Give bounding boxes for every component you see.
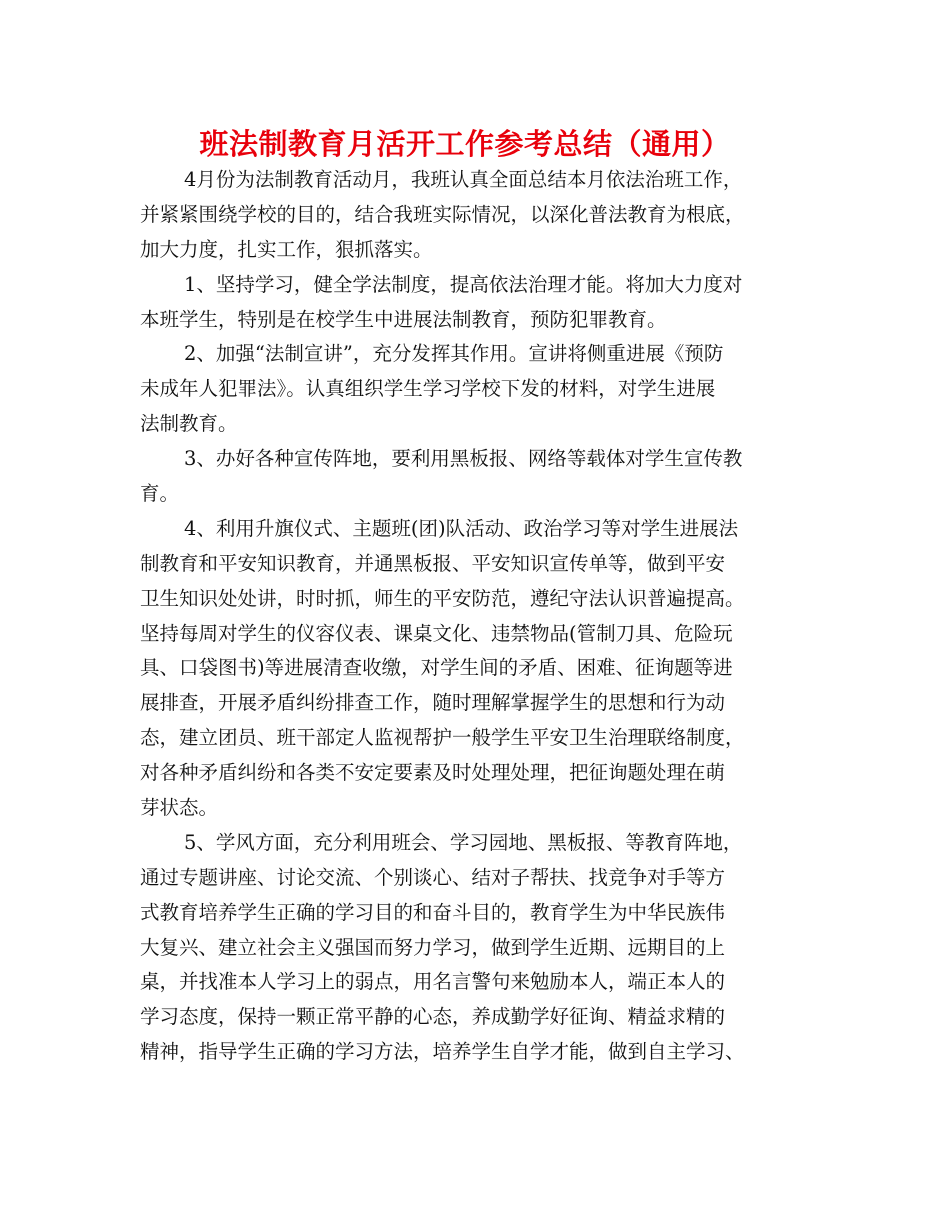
document-title: 班法制教育月活开工作参考总结（通用） <box>199 127 731 161</box>
text-line: 卫生知识处处讲，时时抓，师生的平安防范，遵纪守法认识普遍提高。 <box>140 586 745 610</box>
text-line: 法制教育。 <box>140 412 238 436</box>
paragraph-item-4 <box>140 512 830 826</box>
text-line: 1、坚持学习，健全学法制度，提高依法治理才能。将加大力度对 <box>184 272 743 296</box>
text-line: 制教育和平安知识教育，并通黑板报、平安知识宣传单等，做到平安 <box>140 551 726 575</box>
text-line: 大复兴、建立社会主义强国而努力学习，做到学生近期、远期目的上 <box>140 935 726 959</box>
text-line: 2、加强“法制宣讲”，充分发挥其作用。宣讲将侧重进展《预防 <box>184 342 724 366</box>
text-line: 未成年人犯罪法》。认真组织学生学习学校下发的材料，对学生进展 <box>140 377 716 401</box>
text-line: 态，建立团员、班干部定人监视帮护一般学生平安卫生治理联络制度， <box>140 726 745 750</box>
paragraph-item-1 <box>140 268 830 338</box>
document-body <box>140 163 830 1070</box>
text-line: 学习态度，保持一颗正常平静的心态，养成勤学好征询、精益求精的 <box>140 1005 726 1029</box>
text-line: 3、办好各种宣传阵地，要利用黑板报、网络等载体对学生宣传教 <box>184 447 743 471</box>
text-line: 具、口袋图书)等进展清查收缴，对学生间的矛盾、困难、征询题等进 <box>140 656 733 680</box>
text-line: 4月份为法制教育活动月，我班认真全面总结本月依法治班工作， <box>184 168 743 191</box>
text-line: 芽状态。 <box>140 796 219 820</box>
text-line: 育。 <box>140 482 180 506</box>
text-line: 5、学风方面，充分利用班会、学习园地、黑板报、等教育阵地， <box>184 830 743 854</box>
text-line: 对各种矛盾纠纷和各类不安定要素及时处理处理，把征询题处理在萌 <box>140 761 726 785</box>
text-line: 加大力度，扎实工作，狠抓落实。 <box>140 237 433 261</box>
paragraph-item-5 <box>140 826 830 1070</box>
text-line: 本班学生，特别是在校学生中进展法制教育，预防犯罪教育。 <box>140 307 667 331</box>
text-line: 并紧紧围绕学校的目的，结合我班实际情况，以深化普法教育为根底， <box>140 202 745 226</box>
text-line: 精神，指导学生正确的学习方法，培养学生自学才能，做到自主学习、 <box>140 1040 745 1064</box>
text-line: 通过专题讲座、讨论交流、个别谈心、结对子帮扶、找竞争对手等方 <box>140 865 726 889</box>
text-line: 展排查，开展矛盾纠纷排查工作，随时理解掌握学生的思想和行为动 <box>140 691 726 715</box>
paragraph-item-3 <box>140 442 830 512</box>
text-line: 坚持每周对学生的仪容仪表、课桌文化、违禁物品(管制刀具、危险玩 <box>140 621 733 645</box>
text-line: 式教育培养学生正确的学习目的和奋斗目的，教育学生为中华民族伟 <box>140 900 726 924</box>
text-line: 桌，并找准本人学习上的弱点，用名言警句来勉励本人，端正本人的 <box>140 970 726 994</box>
paragraph-item-2 <box>140 337 830 442</box>
text-line: 4、利用升旗仪式、主题班(团)队活动、政治学习等对学生进展法 <box>184 516 739 540</box>
paragraph-intro <box>140 163 830 268</box>
